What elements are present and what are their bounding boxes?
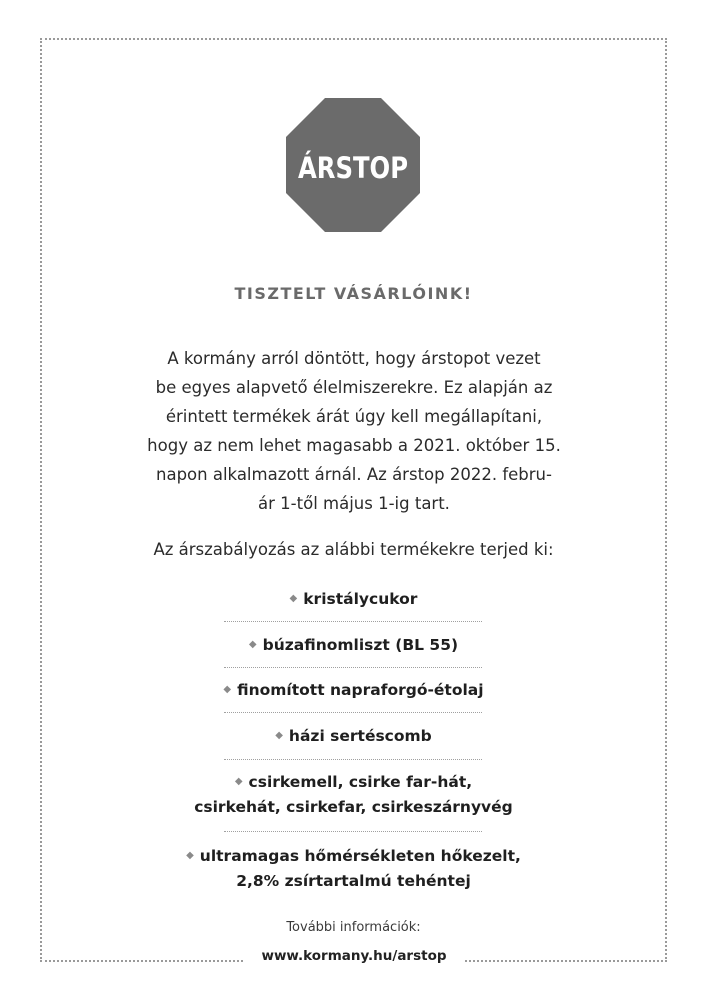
intro-paragraph: [128, 344, 580, 518]
product-item: [40, 677, 667, 703]
product-line: [40, 843, 667, 869]
product-list-intro: Az árszabályozás az alábbi termékekre terjed ki:: [153, 540, 554, 559]
dotted-divider: [224, 712, 482, 713]
product-name: kristálycukor: [303, 590, 418, 608]
diamond-bullet-icon: ◆: [248, 639, 257, 650]
product-name: ultramagas hőmérsékleten hőkezelt,: [199, 847, 521, 865]
diamond-bullet-icon: ◆: [186, 850, 194, 861]
product-line: [40, 769, 667, 795]
arstop-stop-sign-logo: [286, 98, 420, 232]
diamond-bullet-icon: ◆: [234, 776, 243, 787]
dotted-divider: [224, 621, 482, 622]
diamond-bullet-icon: ◆: [289, 593, 298, 604]
dotted-divider: [224, 831, 482, 832]
product-item: [40, 723, 667, 749]
product-name: búzafinomliszt (BL 55): [262, 636, 459, 654]
intro-line: érintett termékek árát úgy kell megállapítani,: [165, 407, 543, 426]
product-name: csirkemell, csirke far-hát,: [248, 773, 473, 791]
product-name: házi sertéscomb: [288, 727, 432, 745]
more-info-label: További információk:: [286, 920, 421, 935]
kormany-link[interactable]: www.kormany.hu/arstop: [244, 946, 464, 966]
intro-line: ár 1-től május 1-ig tart.: [258, 494, 450, 513]
product-line: csirkehát, csirkefar, csirkeszárnyvég: [194, 798, 513, 816]
intro-line: A kormány arról döntött, hogy árstopot vezet: [167, 349, 541, 368]
logo-text: ÁRSTOP: [298, 151, 408, 185]
intro-line: be egyes alapvető élelmiszerekre. Ez alapján az: [155, 378, 553, 397]
intro-line: hogy az nem lehet magasabb a 2021. október 15.: [147, 436, 561, 455]
product-line: 2,8% zsírtartalmú tehéntej: [236, 872, 471, 890]
product-name: finomított napraforgó-étolaj: [237, 681, 484, 699]
intro-line: napon alkalmazott árnál. Az árstop 2022. febru-: [156, 465, 552, 484]
dotted-divider: [224, 667, 482, 668]
dotted-divider: [224, 759, 482, 760]
diamond-bullet-icon: ◆: [223, 684, 232, 695]
product-item: [40, 769, 667, 820]
product-item: [40, 843, 667, 894]
product-item: [40, 632, 667, 658]
greeting-heading: TISZTELT VÁSÁRLÓINK!: [234, 284, 473, 303]
product-item: [40, 586, 667, 612]
diamond-bullet-icon: ◆: [275, 730, 283, 741]
